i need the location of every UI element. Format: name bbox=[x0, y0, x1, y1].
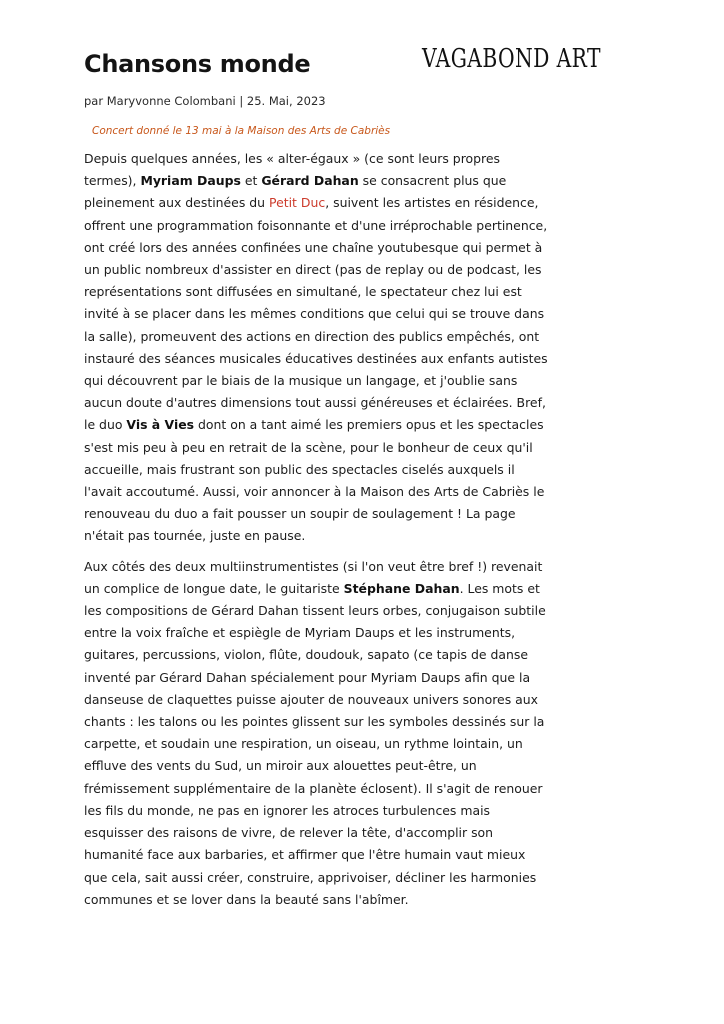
byline: par Maryvonne Colombani | 25. Mai, 2023 bbox=[84, 94, 326, 108]
paragraph-1-text-d: , suivent les artistes en résidence, offrent une programmation foisonnante et d'une irréprochable pertinence, ont créé lors des années confinées une chaîne youtubesque qui permet à un public nombreux d'assister en direct (pas de replay ou de podcast, les représentations sont diffusées en simultané, le spectateur chez lui est invité à se placer dans les mêmes conditions que celui qui se trouve dans la salle), promeuvent des actions en direction des publics empêchés, ont instauré des séances musicales éducatives destinées aux enfants autistes qui découvrent par le biais de la musique un langage, et j'oublie sans aucun doute d'autres dimensions tout aussi généreuses et éclairées. Bref, le duo bbox=[84, 195, 548, 433]
paragraph-2-text-b: . Les mots et les compositions de Gérard Dahan tissent leurs orbes, conjugaison subtile entre la voix fraîche et espiègle de Myriam Daups et les instruments, guitares, percussions, violon, flûte, doudouk, sapato (ce tapis de danse inventé par Gérard Dahan spécialement pour Myriam Daups afin que la danseuse de claquettes puisse ajouter de nouveaux univers sonores aux chants : les talons ou les pointes glissent sur les symboles dessinés sur la carpette, et soudain une respiration, un oiseau, un rythme lointain, un effluve des vents du Sud, un miroir aux alouettes peut-être, un frémissement supplémentaire de la planète éclosent). Il s'agit de renouer les fils du monde, ne pas en ignorer les atroces turbulences mais esquisser des raisons de vivre, de relever la tête, d'accomplir son humanité face aux barbaries, et affirmer que l'être humain vaut mieux que cela, sait aussi créer, construire, apprivoiser, décliner les harmonies communes et se lover dans la beauté sans l'abîmer. bbox=[84, 580, 546, 907]
paragraph-2 bbox=[84, 556, 549, 911]
page-title: Chansons monde bbox=[84, 50, 311, 78]
paragraph-1-text-c: se consacrent plus que pleinement aux destinées du bbox=[84, 173, 507, 211]
artist-name-stephane-dahan: Stéphane Dahan bbox=[343, 580, 460, 596]
paragraph-1-text-e: dont on a tant aimé les premiers opus et les spectacles s'est mis peu à peu en retrait de la scène, pour le bonheur de ceux qu'il accueille, mais frustrant son public des spectacles ciselés auxquels il l'avait accoutumé. Aussi, voir annoncer à la Maison des Arts de Cabriès le renouveau du duo a fait pousser un soupir de soulagement ! La page n'était pas tournée, juste en pause. bbox=[84, 417, 545, 544]
article-subtitle: Concert donné le 13 mai à la Maison des Arts de Cabriès bbox=[92, 125, 391, 137]
artist-name-gerard-dahan: Gérard Dahan bbox=[261, 173, 359, 189]
article-body bbox=[84, 148, 549, 919]
paragraph-1 bbox=[84, 148, 549, 548]
paragraph-1-text-b: et bbox=[240, 173, 262, 189]
petit-duc-link[interactable]: Petit Duc bbox=[269, 195, 326, 211]
paragraph-1-text-a: Depuis quelques années, les « alter-égaux » (ce sont leurs propres termes), bbox=[84, 151, 501, 189]
duo-name-vis-a-vies: Vis à Vies bbox=[126, 417, 195, 433]
paragraph-2-text-a: Aux côtés des deux multiinstrumentistes (si l'on veut être bref !) revenait un complice de longue date, le guitariste bbox=[84, 558, 543, 596]
artist-name-myriam-daups: Myriam Daups bbox=[140, 173, 241, 189]
masthead-logo[interactable]: VAGABOND ART bbox=[422, 44, 601, 74]
